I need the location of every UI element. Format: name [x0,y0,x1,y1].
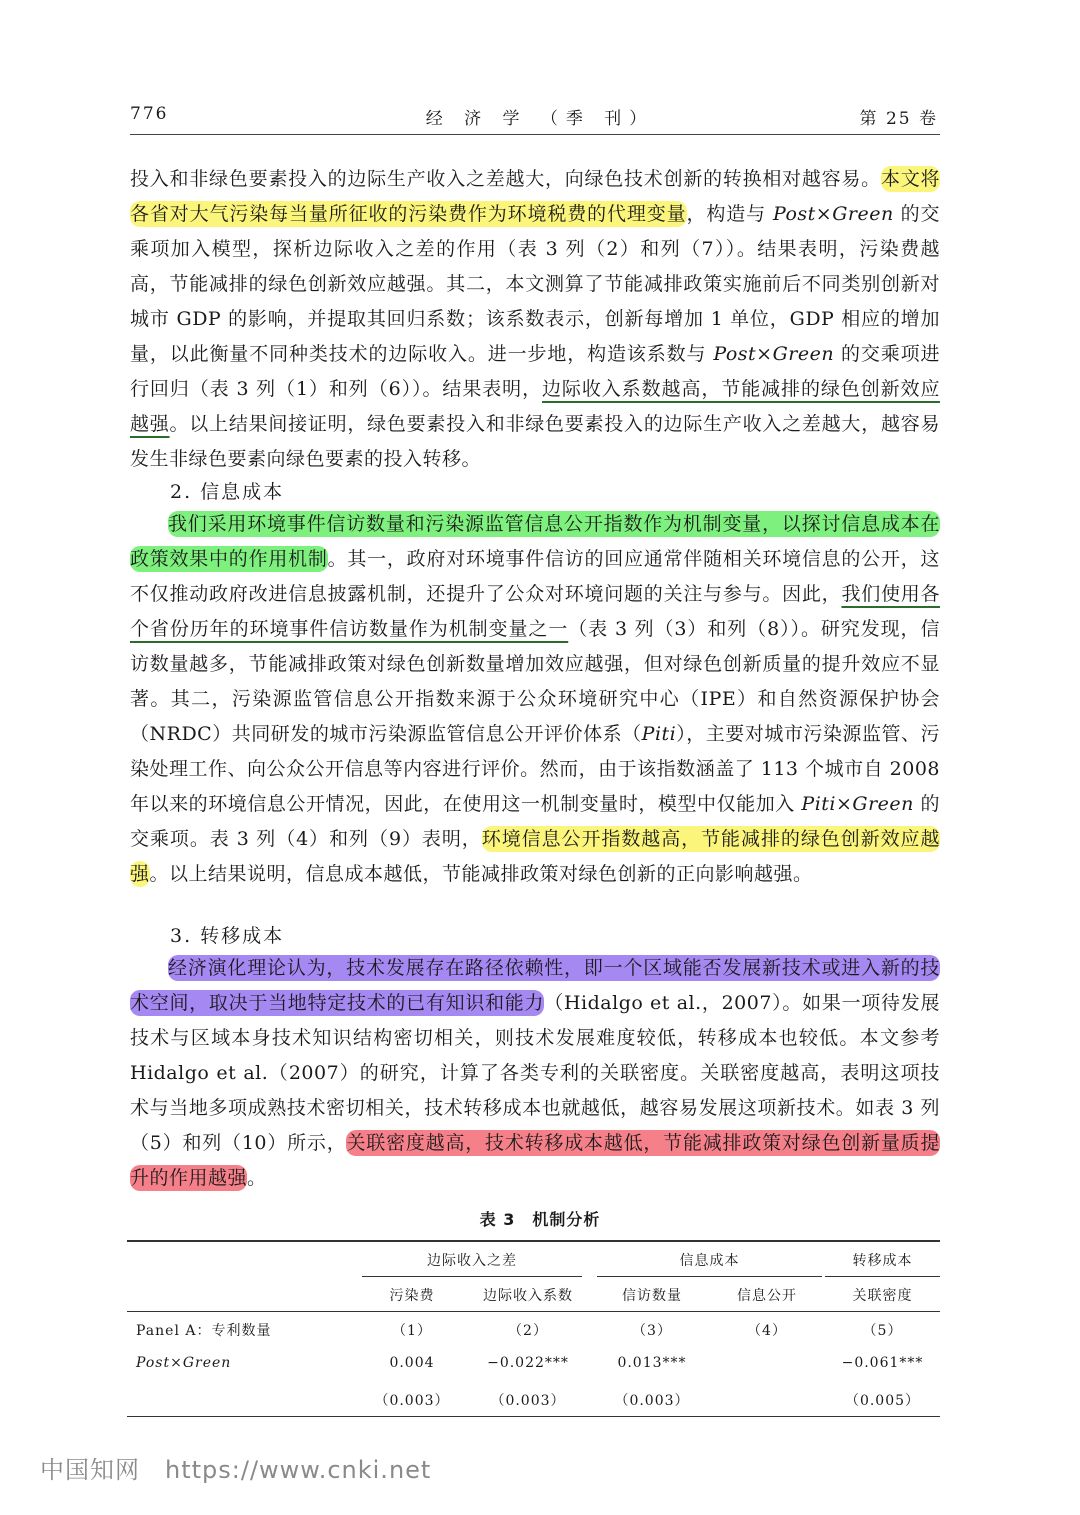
math-post: Post [713,343,757,365]
group-rule [597,1276,822,1277]
column-number: （3） [632,1323,672,1339]
highlight-red: 关联密度越高，技术转移成本越低，节能减排政策对绿色创新量质提升的作用越强 [130,1132,940,1189]
section-heading-info-cost: 2. 信息成本 [170,481,285,503]
math-post: Post [772,203,816,225]
math-times: × [815,203,833,225]
coef-cell: 0.013*** [617,1355,687,1371]
paragraph-info-cost [130,507,940,892]
text-segment: （表 3 列（3）和列（8））。研究发现，信访数量越多，节能减排政策对绿色创新数量增加效应越强，但对绿色创新质量的提升效应不显著。其二，污染源监管信息公开指数来源于公众环境研究中心（IPE）和自然资源保护协会（NRDC）共同研发的城市污染源监管信息公开评价体系（ [130,618,940,745]
text-segment: 的交乘项。表 3 列（4）和列（9）表明， [130,793,940,850]
text-segment: 投入和非绿色要素投入的边际生产收入之差越大，向绿色技术创新的转换相对越容易。 [130,168,881,190]
math-piti: Piti [801,793,836,815]
math-piti: Piti [641,723,677,745]
table-top-rule [127,1240,940,1242]
math-times: × [170,1355,183,1371]
math-green: Green [772,343,835,365]
column-number: （2） [508,1323,548,1339]
group-rule [362,1276,582,1277]
paragraph-marginal-income [130,162,940,477]
journal-title: 经 济 学 （季 刊） [425,109,655,129]
group-header: 边际收入之差 [427,1253,517,1269]
row-label [136,1355,231,1371]
math-green: Green [832,203,894,225]
coef-cell: −0.022*** [487,1355,569,1371]
highlight-yellow: 本文将各省对大气污染每当量所征收的污染费作为环境税费的代理变量 [130,168,940,225]
underline-green: 边际收入系数越高，节能减排的绿色创新效应越强 [130,378,940,435]
se-cell: （0.003） [490,1393,566,1409]
column-header: 信访数量 [622,1288,682,1304]
watermark: 中国知网 https://www.cnki.net [40,1456,432,1484]
se-cell: （0.005） [844,1393,921,1409]
math-green: Green [182,1355,232,1371]
math-green: Green [852,793,914,815]
column-header: 关联密度 [852,1288,913,1304]
text-segment: （Hidalgo et al.，2007）。如果一项待发展技术与区域本身技术知识结构密切相关，则技术发展难度较低，转移成本也较低。本文参考 Hidalgo et al.（2007）的研究，计算了各类专利的关联密度。关联密度越高，表明这项技术与当地多项成熟技术密切相关，技术转移成本也就越低，越容易发展这项新技术。如表 3 列（5）和列（10）所示， [130,992,940,1154]
math-times: × [756,343,773,365]
page-number: 776 [130,104,169,124]
header-rule [130,134,940,135]
math-post: Post [136,1355,171,1371]
group-header: 信息成本 [679,1253,740,1269]
volume-label: 第 25 卷 [859,109,938,129]
text-segment: ），主要对城市污染源监管、污染处理工作、向公众公开信息等内容进行评价。然而，由于该指数涵盖了 113 个城市自 2008 年以来的环境信息公开情况，因此，在使用这一机制变量时，模型中仅能加入 [130,723,940,815]
group-header: 转移成本 [852,1253,913,1269]
column-number: （1） [392,1323,432,1339]
text-segment: 。其一，政府对环境事件信访的回应通常伴随相关环境信息的公开，这不仅推动政府改进信息披露机制，还提升了公众对环境问题的关注与参与。因此， [130,548,940,605]
section-heading-transfer-cost: 3. 转移成本 [170,925,285,947]
underline-green: 我们使用各个省份历年的环境事件信访数量作为机制变量之一 [130,583,940,640]
text-segment: 。 [247,1167,267,1189]
column-number: （4） [747,1323,787,1339]
coef-cell: −0.061*** [841,1355,924,1371]
text-segment: 的交乘项加入模型，探析边际收入之差的作用（表 3 列（2）和列（7））。结果表明，污染费越高，节能减排的绿色创新效应越强。其二，本文测算了节能减排政策实施前后不同类别创新对城市 GDP 的影响，并提取其回归系数；该系数表示，创新每增加 1 单位，GDP 相应的增加量，以此衡量不同种类技术的边际收入。进一步地，构造该系数与 [130,203,940,365]
text-segment: ，构造与 [686,203,773,225]
se-cell: （0.003） [374,1393,450,1409]
text-segment: 。以上结果说明，信息成本越低，节能减排政策对绿色创新的正向影响越强。 [149,863,813,885]
header-bottom-rule [127,1311,940,1312]
math-times: × [835,793,853,815]
column-header: 信息公开 [737,1288,797,1304]
column-header: 边际收入系数 [483,1288,573,1304]
text-segment: 。以上结果间接证明，绿色要素投入和非绿色要素投入的边际生产收入之差越大，越容易发生非绿色要素向绿色要素的投入转移。 [130,413,940,470]
group-rule [825,1276,940,1277]
se-cell: （0.003） [614,1393,690,1409]
coef-cell: 0.004 [389,1355,435,1371]
table-title: 表 3 机制分析 [479,1210,601,1229]
highlight-purple: 经济演化理论认为，技术发展存在路径依赖性，即一个区域能否发展新技术或进入新的技术空间，取决于当地特定技术的已有知识和能力 [130,957,940,1014]
column-header: 污染费 [389,1288,435,1304]
column-number: （5） [862,1323,903,1339]
highlight-green: 我们采用环境事件信访数量和污染源监管信息公开指数作为机制变量，以探讨信息成本在政策效果中的作用机制 [130,513,940,570]
highlight-yellow: 环境信息公开指数越高，节能减排的绿色创新效应越强 [130,828,940,885]
table-bottom-rule [127,1416,940,1417]
text-segment: 的交乘项进行回归（表 3 列（1）和列（6））。结果表明， [130,343,940,400]
panel-label: Panel A：专利数量 [136,1323,272,1339]
paragraph-transfer-cost [130,951,940,1196]
